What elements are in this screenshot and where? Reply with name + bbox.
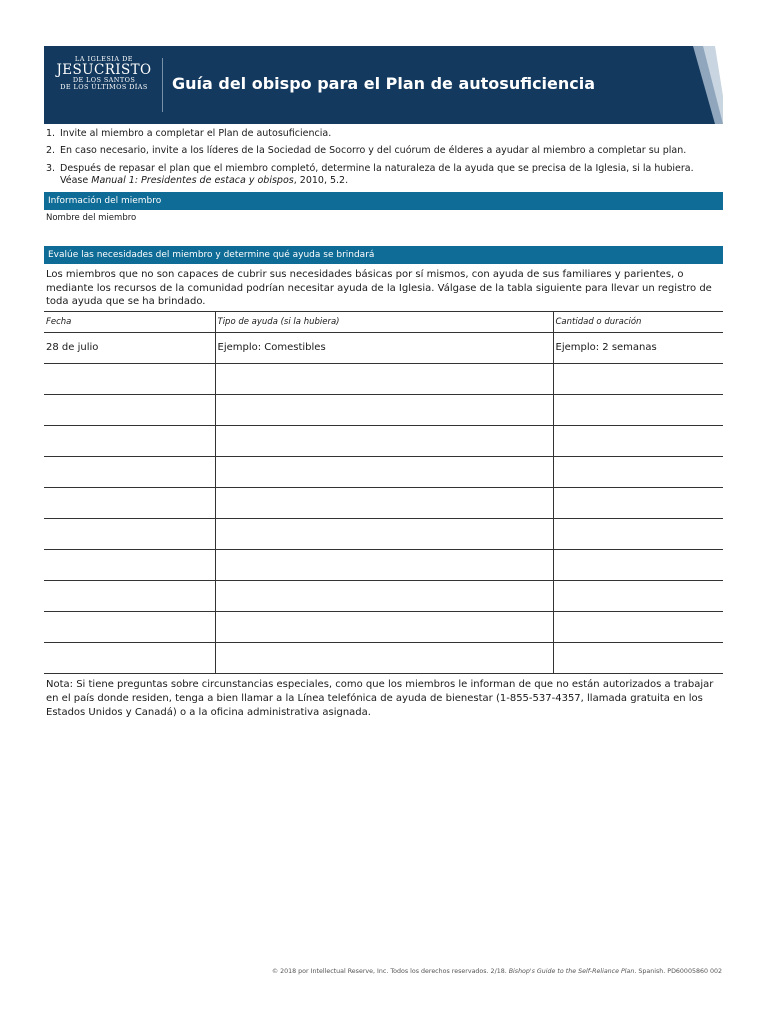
manual-reference: Véase Manual 1: Presidentes de estaca y obispos, 2010, 5.2. [60, 175, 349, 187]
note-text: Nota: Si tiene preguntas sobre circunstancias especiales, como que los miembros le informan de que no están autorizados a trabajar en el país donde residen, tenga a bien llamar a la Línea telefónica de ayuda de bienestar (1-855-537-4357, llamada gratuita en los Estados Unidos y Canadá) o a la oficina administrativa asignada. [46, 678, 714, 718]
cell-type[interactable] [215, 549, 553, 580]
cell-type[interactable] [215, 611, 553, 642]
logo-line-1: LA IGLESIA DE [74, 55, 134, 63]
cell-amount[interactable] [553, 518, 723, 549]
cell-amount[interactable] [553, 487, 723, 518]
cell-date[interactable] [44, 394, 215, 425]
table-row [44, 363, 723, 394]
cell-date[interactable] [44, 363, 215, 394]
document-header [44, 46, 723, 124]
cell-type: Ejemplo: Comestibles [215, 332, 553, 363]
header-amount: Cantidad o duración [553, 311, 723, 332]
document-title: Guía del obispo para el Plan de autosuficiencia [172, 74, 596, 93]
cell-type[interactable] [215, 425, 553, 456]
cell-type[interactable] [215, 580, 553, 611]
cell-amount[interactable] [553, 425, 723, 456]
cell-date[interactable] [44, 518, 215, 549]
cell-type[interactable] [215, 487, 553, 518]
cell-date: 28 de julio [44, 332, 215, 363]
cell-amount: Ejemplo: 2 semanas [553, 332, 723, 363]
table-row [44, 394, 723, 425]
cell-date[interactable] [44, 425, 215, 456]
instruction-list [44, 128, 723, 187]
instruction-step: 2. En caso necesario, invite a los líderes de la Sociedad de Socorro y del cuórum de élderes a ayudar al miembro a completar su plan. [46, 145, 687, 157]
cell-amount[interactable] [553, 580, 723, 611]
cell-amount[interactable] [553, 549, 723, 580]
table-row-example [44, 332, 723, 363]
instruction-step: 3. Después de repasar el plan que el miembro completó, determine la naturaleza de la ayuda que se precisa de la Iglesia, si la hubiera. Véase Manual 1: Presidentes de estaca y obispos, 2010, 5.2. [46, 162, 694, 187]
needs-intro: Los miembros que no son capaces de cubrir sus necesidades básicas por sí mismos, con ayuda de sus familiares y parientes, o mediante los recursos de la comunidad podrían necesitar ayuda de la Iglesia. Válgase de la tabla siguiente para llevar un registro de toda ayuda que se ha brindado. [46, 269, 712, 308]
table-row [44, 425, 723, 456]
copyright-footer: © 2018 por Intellectual Reserve, Inc. Todos los derechos reservados. 2/18. Bishop's Guide to the Self-Reliance Plan. Spanish. PD60005860 002 [271, 968, 722, 975]
header-type: Tipo de ayuda (si la hubiera) [215, 311, 553, 332]
cell-date[interactable] [44, 487, 215, 518]
needs-band: Evalúe las necesidades del miembro y determine qué ayuda se brindará [44, 246, 723, 264]
table-row [44, 518, 723, 549]
header-date: Fecha [44, 311, 215, 332]
cell-type[interactable] [215, 394, 553, 425]
instruction-step: 1. Invite al miembro a completar el Plan de autosuficiencia. [46, 128, 332, 139]
corner-decoration-icon [663, 46, 723, 124]
cell-date[interactable] [44, 580, 215, 611]
table-row [44, 642, 723, 673]
cell-type[interactable] [215, 642, 553, 673]
cell-amount[interactable] [553, 642, 723, 673]
cell-amount[interactable] [553, 394, 723, 425]
table-row [44, 487, 723, 518]
table-row [44, 456, 723, 487]
cell-type[interactable] [215, 456, 553, 487]
member-name-field[interactable]: Nombre del miembro [46, 213, 137, 224]
table-row [44, 580, 723, 611]
cell-type[interactable] [215, 518, 553, 549]
cell-type[interactable] [215, 363, 553, 394]
cell-date[interactable] [44, 611, 215, 642]
cell-amount[interactable] [553, 456, 723, 487]
cell-amount[interactable] [553, 611, 723, 642]
cell-date[interactable] [44, 456, 215, 487]
logo-line-4: DE LOS ÚLTIMOS DÍAS [60, 82, 148, 91]
table-header-row [44, 311, 723, 332]
logo-line-3: DE LOS SANTOS [72, 75, 136, 84]
assistance-table [44, 311, 723, 674]
member-info-band: Información del miembro [44, 192, 723, 210]
cell-amount[interactable] [553, 363, 723, 394]
church-logo [54, 56, 154, 91]
table-row [44, 611, 723, 642]
cell-date[interactable] [44, 642, 215, 673]
document-page [44, 46, 723, 724]
logo-line-2: JESUCRISTO [56, 61, 152, 78]
table-row [44, 549, 723, 580]
cell-date[interactable] [44, 549, 215, 580]
logo-divider [162, 58, 163, 112]
